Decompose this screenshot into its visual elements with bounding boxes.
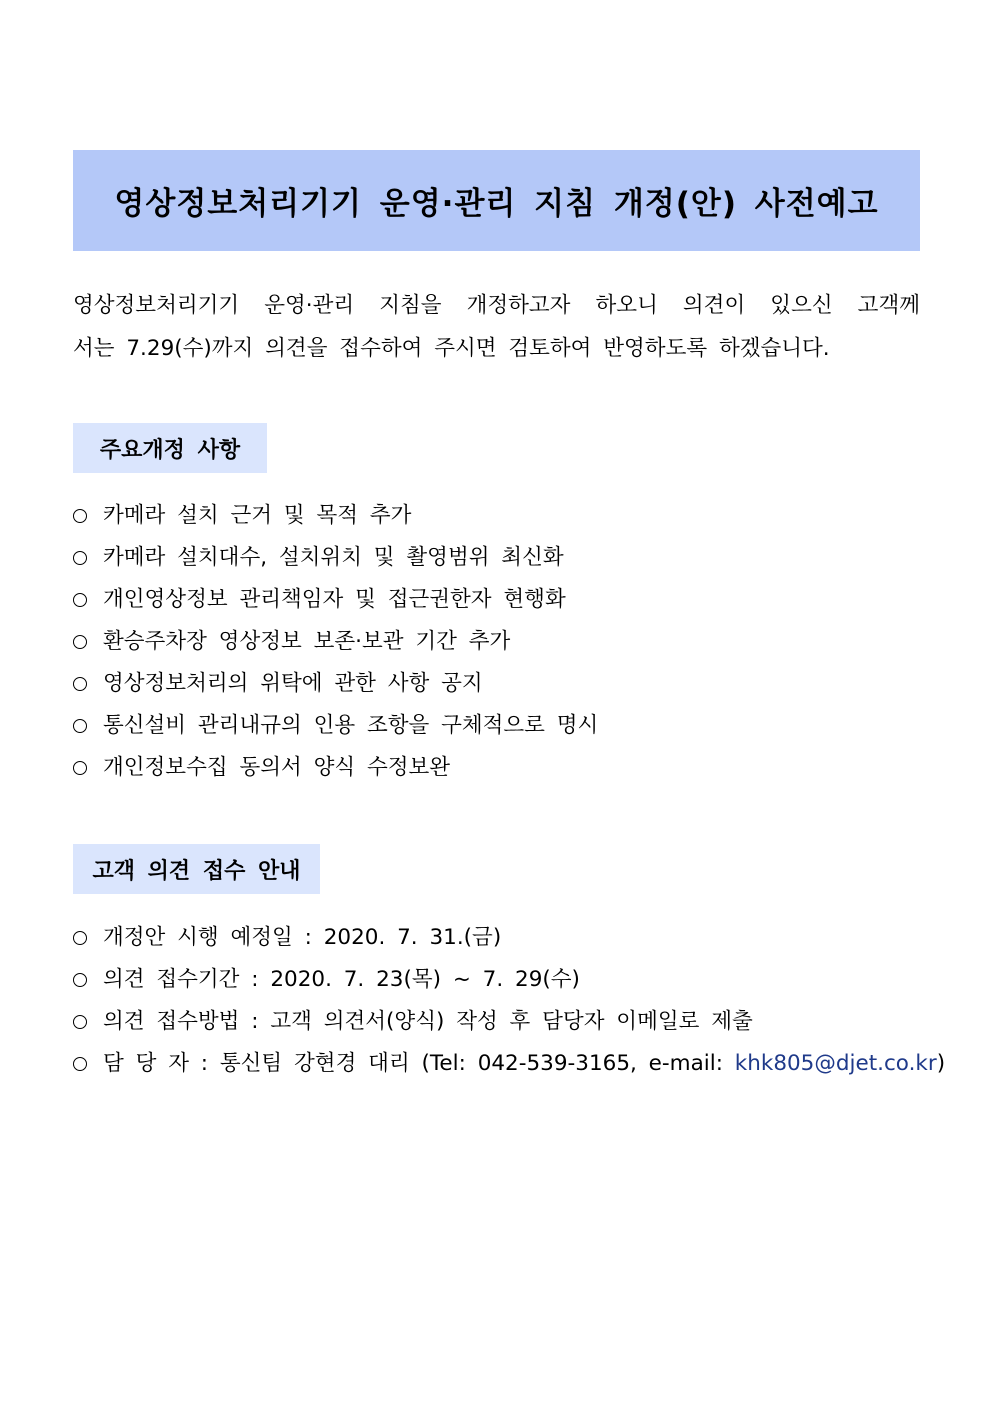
list-item-text: 의견 접수기간 : 2020. 7. 23(목) ~ 7. 29(수) (103, 967, 580, 992)
circle-bullet-icon (73, 635, 87, 649)
circle-bullet-icon (73, 1015, 87, 1029)
circle-bullet-icon (73, 551, 87, 565)
list-item (73, 705, 933, 747)
intro-line-1: 영상정보처리기기 운영·관리 지침을 개정하고자 하오니 의견이 있으신 고객께 (73, 293, 920, 318)
circle-bullet-icon (73, 677, 87, 691)
list-item (73, 537, 933, 579)
main-changes-list (73, 495, 933, 789)
list-item (73, 621, 933, 663)
list-item-text: 통신설비 관리내규의 인용 조항을 구체적으로 명시 (103, 713, 599, 738)
list-item (73, 747, 933, 789)
intro-line-2: 서는 7.29(수)까지 의견을 접수하여 주시면 검토하여 반영하도록 하겠습니다. (73, 336, 830, 361)
contact-text (103, 1043, 945, 1085)
feedback-guide-list (73, 917, 946, 1085)
circle-bullet-icon (73, 509, 87, 523)
circle-bullet-icon (73, 1057, 87, 1071)
circle-bullet-icon (73, 931, 87, 945)
intro-paragraph (73, 284, 920, 370)
circle-bullet-icon (73, 761, 87, 775)
list-item-text: 카메라 설치 근거 및 목적 추가 (103, 503, 412, 528)
section-heading-feedback-guide: 고객 의견 접수 안내 (73, 844, 320, 894)
list-item (73, 1001, 933, 1043)
contact-prefix: 담 당 자 : 통신팀 강현경 대리 (Tel: 042-539-3165, e-mail: (103, 1051, 735, 1076)
circle-bullet-icon (73, 593, 87, 607)
list-item-text: 카메라 설치대수, 설치위치 및 촬영범위 최신화 (103, 545, 564, 570)
list-item-text: 환승주차장 영상정보 보존·보관 기간 추가 (103, 629, 511, 654)
circle-bullet-icon (73, 973, 87, 987)
title-banner (73, 150, 920, 251)
page-title: 영상정보처리기기 운영·관리 지침 개정(안) 사전예고 (114, 186, 879, 222)
list-item-text: 개정안 시행 예정일 : 2020. 7. 31.(금) (103, 925, 502, 950)
contact-suffix: ) (936, 1051, 946, 1076)
list-item-text: 의견 접수방법 : 고객 의견서(양식) 작성 후 담당자 이메일로 제출 (103, 1009, 753, 1034)
section-heading-main-changes: 주요개정 사항 (73, 423, 267, 473)
list-item (73, 495, 933, 537)
list-item-text: 개인영상정보 관리책임자 및 접근권한자 현행화 (103, 587, 566, 612)
list-item (73, 959, 933, 1001)
list-item-text: 개인정보수집 동의서 양식 수정보완 (103, 755, 451, 780)
contact-item (73, 1043, 946, 1085)
list-item (73, 917, 933, 959)
list-item (73, 579, 933, 621)
list-item (73, 663, 933, 705)
circle-bullet-icon (73, 719, 87, 733)
list-item-text: 영상정보처리의 위탁에 관한 사항 공지 (103, 671, 483, 696)
email-link[interactable]: khk805@djet.co.kr (734, 1051, 937, 1076)
